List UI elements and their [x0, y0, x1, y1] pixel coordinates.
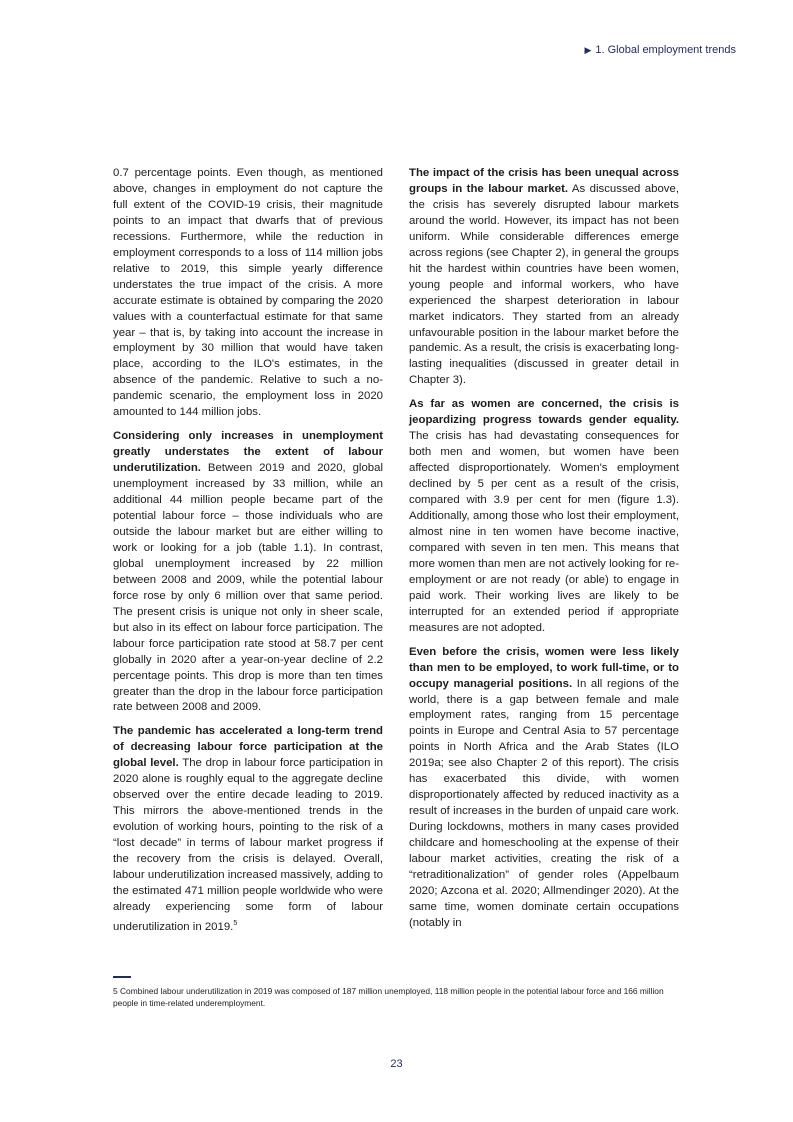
paragraph — [409, 397, 679, 636]
paragraph-text: Between 2019 and 2020, global unemployment increased by 33 million, while an additional 44 million people became part of the potential labour force – those individuals who are outside the labour market but are either willing to work or looking for a job (table 1.1). In contrast, global unemployment increased by 22 million between 2008 and 2009, while the potential labour force rose by only 6 million over that same period. The present crisis is unique not only in sheer scale, but also in its effect on labour force participation. The labour force participation rate stood at 58.7 per cent globally in 2020 after a year-on-year decline of 2.2 percentage points. This drop is more than ten times greater than the drop in the labour force participation rate between 2008 and 2009. — [113, 462, 383, 714]
footnote-number: 5 — [113, 986, 118, 996]
paragraph-lead: As far as women are concerned, the crisis is jeopardizing progress towards gender equality. — [409, 398, 679, 427]
paragraph — [409, 645, 679, 932]
paragraph-text: In all regions of the world, there is a gap between female and male employment rates, ranging from 15 percentage points in Europe and Central Asia to 57 percentage points in North Africa and the Arab States (ILO 2019a; see also Chapter 2 of this report). The crisis has exacerbated this divide, with women disproportionately affected by reduced inactivity as a result of increases in the burden of unpaid care work. During lockdowns, mothers in many cases provided childcare and homeschooling at the expense of their labour market activities, creating the risk of a “retraditionalization” of gender roles (Appelbaum 2020; Azcona et al. 2020; Allmendinger 2020). At the same time, women dominate certain occupations (notably in — [409, 677, 679, 929]
section-title: 1. Global employment trends — [595, 44, 736, 56]
paragraph-text: As discussed above, the crisis has severely disrupted labour markets around the world. However, its impact has not been uniform. While considerable differences emerge across regions (see Chapter 2), in general the groups hit the hardest within countries have been women, young people and informal workers, who have experienced the sharpest deterioration in labour market indicators. They started from an already unfavourable position in the labour market before the pandemic. As a result, the crisis is exacerbating long-lasting inequalities (discussed in greater detail in Chapter 3). — [409, 182, 679, 387]
footnote-text: Combined labour underutilization in 2019 was composed of 187 million unemployed, 118 million people in the potential labour force and 166 million people in time-related underemployment. — [113, 986, 664, 1008]
paragraph-lead: Considering only increases in unemployment greatly understates the extent of labour underutilization. — [113, 430, 383, 475]
paragraph — [409, 166, 679, 389]
right-column — [409, 166, 679, 940]
paragraph-text: 0.7 percentage points. Even though, as mentioned above, changes in employment do not capture the full extent of the COVID-19 crisis, their magnitude points to an impact that dwarfs that of previous recessions. Furthermore, while the reduction in employment corresponds to a loss of 114 million jobs relative to 2019, this simple yearly difference understates the true impact of the crisis. A more accurate estimate is obtained by comparing the 2020 values with a counterfactual estimate for that same year – that is, by taking into account the increase in employment by 30 million that would have taken place, according to the ILO's estimates, in the absence of the pandemic. Relative to such a no-pandemic scenario, the employment loss in 2020 amounted to 144 million jobs. — [113, 167, 383, 419]
paragraph-lead: The pandemic has accelerated a long-term trend of decreasing labour force participation at the global level. — [113, 725, 383, 770]
paragraph-text: The drop in labour force participation in 2020 alone is roughly equal to the aggregate decline observed over the entire decade leading to 2019. This mirrors the above-mentioned trends in the evolution of working hours, pointing to the risk of a “lost decade” in terms of labour market progress if the recovery from the crisis is delayed. Overall, labour underutilization increased massively, adding to the estimated 471 million people worldwide who were already experiencing some form of labour underutilization in 2019. — [113, 757, 384, 933]
paragraph-lead: Even before the crisis, women were less likely than men to be employed, to work full-time, or to occupy managerial positions. — [409, 645, 679, 690]
paragraph — [113, 724, 383, 935]
footnote — [113, 985, 681, 1009]
paragraph-lead: The impact of the crisis has been unequal across groups in the labour market. — [409, 167, 679, 195]
footnote-reference[interactable]: 5 — [233, 919, 238, 927]
left-column — [113, 166, 383, 944]
play-triangle-icon: ▶ — [584, 45, 592, 55]
paragraph-text: The crisis has had devastating consequences for both men and women, but women have been affected disproportionately. Women's employment declined by 5 per cent as a result of the crisis, compared with 3.9 per cent for men (figure 1.3). Additionally, among those who lost their employment, almost nine in ten women have become inactive, compared with seven in ten men. This means that more women than men are not actively looking for re-employment or are not ready (or able) to engage in paid work. Their working lives are likely to be interrupted for an extended period if appropriate measures are not adopted. — [409, 430, 679, 634]
paragraph — [113, 429, 383, 716]
paragraph — [113, 166, 383, 421]
page-number: 23 — [390, 1058, 403, 1070]
footnote-divider — [113, 976, 131, 978]
running-header — [584, 44, 736, 56]
